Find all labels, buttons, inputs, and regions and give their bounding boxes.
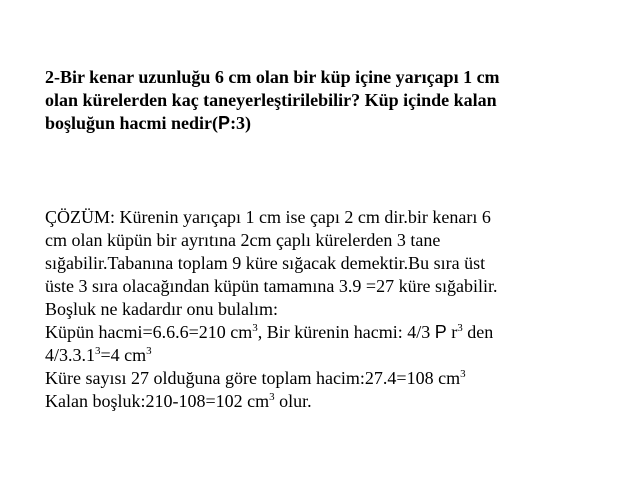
volume-line-end: den: [462, 322, 494, 342]
question-line-3-text: boşluğun hacmi nedir(: [45, 113, 219, 133]
total-volume-text: Küre sayısı 27 olduğuna göre toplam hacim:27.4=108 cm: [45, 368, 461, 388]
solution-line-5: Boşluk ne kadardır onu bulalım:: [45, 299, 278, 319]
solution-line-3: sığabilir.Tabanına toplam 9 küre sığacak demektir.Bu sıra üst: [45, 253, 486, 273]
volume-line: [45, 321, 595, 344]
cube-volume-exponent: 3: [252, 322, 258, 334]
remaining-space-end: olur.: [274, 391, 312, 411]
question-line-3: [45, 112, 585, 135]
remaining-space-text: Kalan boşluk:210-108=102 cm: [45, 391, 270, 411]
question-line-3-points: :3): [230, 113, 252, 133]
solution-line-2: cm olan küpün bir ayrıtına 2cm çaplı kürelerden 3 tane: [45, 230, 441, 250]
solution-line-1: ÇÖZÜM: Kürenin yarıçapı 1 cm ise çapı 2 cm dir.bir kenarı 6: [45, 207, 491, 227]
cube-volume-text: Küpün hacmi=6.6.6=210 cm: [45, 322, 253, 342]
pi-symbol: P: [434, 322, 447, 342]
total-line: [45, 367, 595, 390]
sphere-result-exponent: 3: [146, 345, 152, 357]
remaining-line: [45, 390, 595, 413]
radius-text: r: [446, 322, 458, 342]
solution-text: [45, 206, 595, 413]
solution-line-4: üste 3 sıra olacağından küpün tamamına 3.9 =27 küre sığabilir.: [45, 276, 498, 296]
remaining-space-exponent: 3: [269, 391, 275, 403]
question-line-2: olan kürelerden kaç taneyerleştirilebilir? Küp içinde kalan: [45, 90, 497, 110]
sphere-result-text: =4 cm: [100, 345, 147, 365]
sphere-line: [45, 344, 595, 367]
radius-exponent: 3: [457, 322, 463, 334]
pi-symbol: P: [218, 113, 231, 133]
total-volume-exponent: 3: [460, 368, 466, 380]
sphere-calc-text: 4/3.3.1: [45, 345, 96, 365]
sphere-calc-exponent: 3: [95, 345, 101, 357]
question-line-1: 2-Bir kenar uzunluğu 6 cm olan bir küp içine yarıçapı 1 cm: [45, 67, 500, 87]
question-text: [45, 66, 585, 135]
sphere-volume-label: , Bir kürenin hacmi: 4/3: [257, 322, 435, 342]
